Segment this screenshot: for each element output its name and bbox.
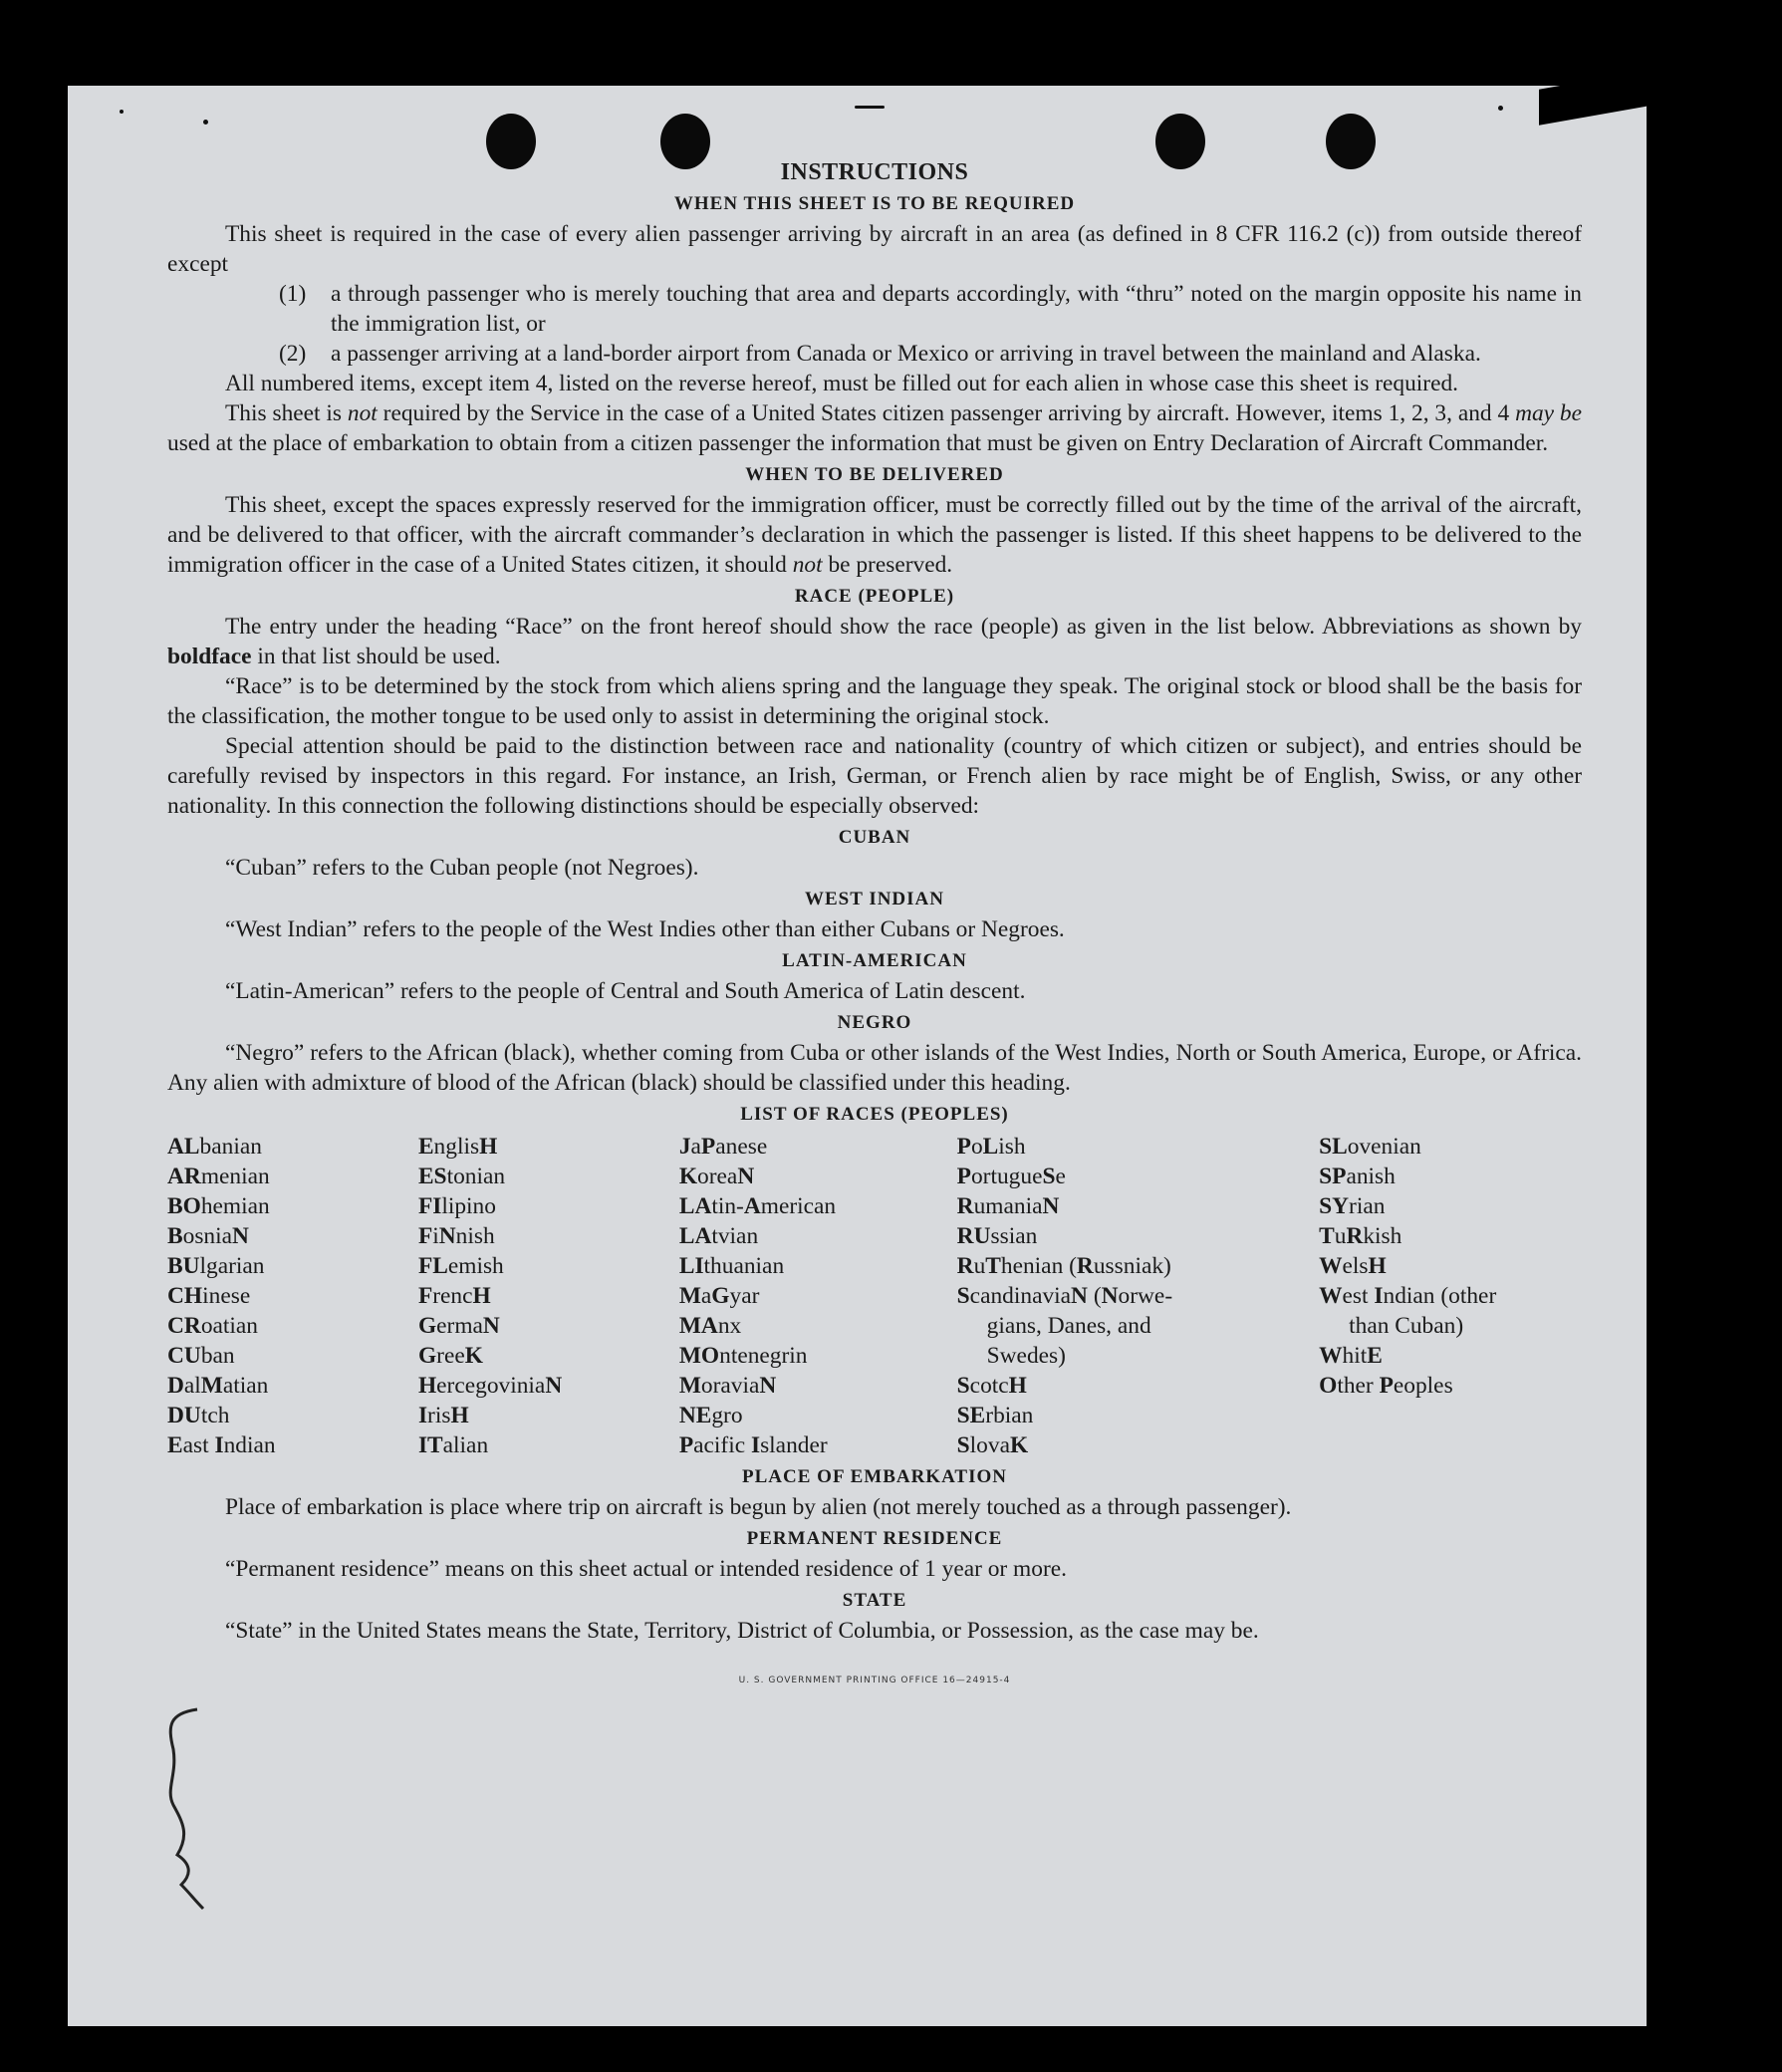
- race-entry: MOntenegrin: [678, 1343, 808, 1369]
- race-entry: Other Peoples: [1319, 1373, 1453, 1399]
- negro-text: “Negro” refers to the African (black), whether coming from Cuba or other islands of the West Indies, North or South America, Europe, or Africa. Any alien with admixture of blood of the African (black) should be classified under this heading.: [167, 1040, 1582, 1096]
- race-entry: Swedes): [986, 1343, 1066, 1369]
- race-entry: WhitE: [1319, 1343, 1383, 1369]
- cuban-text: “Cuban” refers to the Cuban people (not Negroes).: [225, 855, 699, 881]
- race-entry: ScotcH: [956, 1373, 1027, 1399]
- race-column-4: [957, 1132, 1319, 1460]
- required-intro: This sheet is required in the case of every alien passenger arriving by aircraft in an area (as defined in 8 CFR 116.2 (c)) from outside thereof except: [167, 221, 1582, 277]
- race-entry: DUtch: [167, 1403, 230, 1428]
- race-entry: RuThenian (Russniak): [956, 1253, 1171, 1279]
- race-entry: MAnx: [678, 1313, 742, 1339]
- race-entry: SErbian: [956, 1403, 1034, 1428]
- delivered-text: This sheet, except the spaces expressly reserved for the immigration officer, must be correctly filled out by the time of the arrival of the aircraft, and be delivered to that officer, with the aircraft commander’s declaration in which the passenger is listed. If this sheet happens to be delivered to the immigration officer in the case of a United States citizen, it should not be preserved.: [167, 492, 1582, 578]
- folded-corner: [1539, 70, 1649, 125]
- race-column-3: [679, 1132, 957, 1460]
- section-heading-embarkation: PLACE OF EMBARKATION: [742, 1466, 1007, 1487]
- race-entry: JaPanese: [678, 1134, 768, 1160]
- race-entry: TuRkish: [1319, 1223, 1402, 1249]
- dust-speck: [855, 106, 885, 109]
- page-title: INSTRUCTIONS: [780, 159, 969, 185]
- race-entry: SLovenian: [1319, 1134, 1421, 1160]
- dust-speck: [203, 120, 208, 125]
- race-entry: PoLish: [956, 1134, 1026, 1160]
- race-entry: FLemish: [417, 1253, 504, 1279]
- race-entry: MaGyar: [678, 1283, 760, 1309]
- race-entry: BosniaN: [167, 1223, 249, 1249]
- race-entry: BUlgarian: [167, 1253, 265, 1279]
- item-number: (2): [279, 341, 307, 367]
- race-entry: gians, Danes, and: [986, 1313, 1151, 1339]
- race-entry: ITalian: [417, 1432, 489, 1458]
- race-entry: NEgro: [678, 1403, 743, 1428]
- item-number: (1): [279, 281, 307, 307]
- race-para-3: Special attention should be paid to the distinction between race and nationality (country of which citizen or subject), and entries should be carefully revised by inspectors in this regard. For instance, an Irish, German, or French alien by race might be of English, Swiss, or any other nationality. In this connection the following distinctions should be especially observed:: [167, 733, 1582, 819]
- race-entry: CUban: [167, 1343, 235, 1369]
- race-entry: IrisH: [417, 1403, 469, 1428]
- required-para-2: All numbered items, except item 4, listed on the reverse hereof, must be filled out for each alien in whose case this sheet is required.: [225, 371, 1459, 396]
- race-entry: SlovaK: [956, 1432, 1029, 1458]
- section-heading-negro: NEGRO: [837, 1012, 912, 1033]
- race-entry: FIlipino: [417, 1193, 496, 1219]
- required-para-3: This sheet is not required by the Service in the case of a United States citizen passenger arriving by aircraft. However, items 1, 2, 3, and 4 may be used at the place of embarkation to obtain from a citizen passenger the information that must be given on Entry Declaration of Aircraft Commander.: [167, 400, 1583, 456]
- document-sheet: [68, 86, 1647, 2026]
- race-entry: EStonian: [417, 1164, 506, 1189]
- race-entry: ALbanian: [167, 1134, 262, 1160]
- race-entry: HercegoviniaN: [417, 1373, 563, 1399]
- dust-speck: [120, 110, 124, 114]
- race-entry: WelsH: [1319, 1253, 1387, 1279]
- race-entry: than Cuban): [1349, 1313, 1464, 1339]
- section-heading-required: WHEN THIS SHEET IS TO BE REQUIRED: [673, 193, 1076, 214]
- item-text: a through passenger who is merely touching that area and departs accordingly, with “thru” noted on the margin opposite his name in the immigration list, or: [331, 281, 1582, 337]
- item-text: a passenger arriving at a land-border airport from Canada or Mexico or arriving in travel between the mainland and Alaska.: [331, 341, 1481, 367]
- section-heading-list-of-races: LIST OF RACES (PEOPLES): [740, 1104, 1009, 1125]
- race-entry: West Indian (other: [1319, 1283, 1497, 1309]
- race-entry: RumaniaN: [956, 1193, 1060, 1219]
- race-entry: FiNnish: [417, 1223, 495, 1249]
- exception-item-2: [167, 339, 1582, 369]
- embarkation-text: Place of embarkation is place where trip on aircraft is begun by alien (not merely touched as a through passenger).: [225, 1494, 1292, 1520]
- section-heading-delivered: WHEN TO BE DELIVERED: [745, 464, 1004, 485]
- race-entry: LIthuanian: [678, 1253, 785, 1279]
- race-entry: FrencH: [417, 1283, 491, 1309]
- section-heading-west-indian: WEST INDIAN: [805, 889, 944, 909]
- race-entry: SYrian: [1319, 1193, 1386, 1219]
- race-entry: MoraviaN: [678, 1373, 777, 1399]
- handwritten-bracket-mark: [159, 1705, 219, 1919]
- state-text: “State” in the United States means the State, Territory, District of Columbia, or Possession, as the case may be.: [225, 1618, 1259, 1644]
- race-entry: CHinese: [167, 1283, 251, 1309]
- race-column-1: [167, 1132, 418, 1460]
- race-column-2: [418, 1132, 679, 1460]
- section-heading-latin-american: LATIN-AMERICAN: [782, 950, 967, 971]
- printing-office-footer: U. S. GOVERNMENT PRINTING OFFICE 16—24915-4: [738, 1676, 1011, 1685]
- race-entry: EnglisH: [417, 1134, 498, 1160]
- race-entry: DalMatian: [167, 1373, 269, 1399]
- section-heading-race: RACE (PEOPLE): [794, 586, 955, 607]
- race-entry: ARmenian: [167, 1164, 270, 1189]
- section-heading-cuban: CUBAN: [838, 827, 911, 848]
- race-para-1: The entry under the heading “Race” on the front hereof should show the race (people) as given in the list below. Abbreviations as shown by boldface in that list should be used.: [167, 614, 1582, 669]
- race-list: [167, 1132, 1582, 1460]
- residence-text: “Permanent residence” means on this sheet actual or intended residence of 1 year or more.: [225, 1556, 1067, 1582]
- exception-item-1: [167, 279, 1582, 339]
- race-entry: BOhemian: [167, 1193, 270, 1219]
- race-entry: GreeK: [417, 1343, 483, 1369]
- section-heading-state: STATE: [842, 1590, 907, 1611]
- latin-american-text: “Latin-American” refers to the people of Central and South America of Latin descent.: [225, 978, 1026, 1004]
- section-heading-residence: PERMANENT RESIDENCE: [746, 1528, 1003, 1549]
- race-entry: GermaN: [417, 1313, 500, 1339]
- race-entry: PortugueSe: [956, 1164, 1066, 1189]
- race-entry: LAtvian: [678, 1223, 759, 1249]
- race-entry: Pacific Islander: [678, 1432, 828, 1458]
- race-entry: East Indian: [167, 1432, 276, 1458]
- race-entry: KoreaN: [678, 1164, 755, 1189]
- instructions-text: [167, 157, 1582, 1695]
- race-para-2: “Race” is to be determined by the stock from which aliens spring and the language they speak. The original stock or blood shall be the basis for the classification, the mother tongue to be used only to assist in determining the original stock.: [167, 673, 1582, 729]
- dust-speck: [1498, 106, 1503, 111]
- race-entry: LAtin-American: [678, 1193, 837, 1219]
- race-entry: ScandinaviaN (Norwe-: [956, 1283, 1173, 1309]
- west-indian-text: “West Indian” refers to the people of the West Indies other than either Cubans or Negroes.: [225, 916, 1065, 942]
- race-entry: RUssian: [956, 1223, 1038, 1249]
- race-entry: SPanish: [1319, 1164, 1396, 1189]
- race-entry: CRoatian: [167, 1313, 258, 1339]
- race-column-5: [1319, 1132, 1582, 1460]
